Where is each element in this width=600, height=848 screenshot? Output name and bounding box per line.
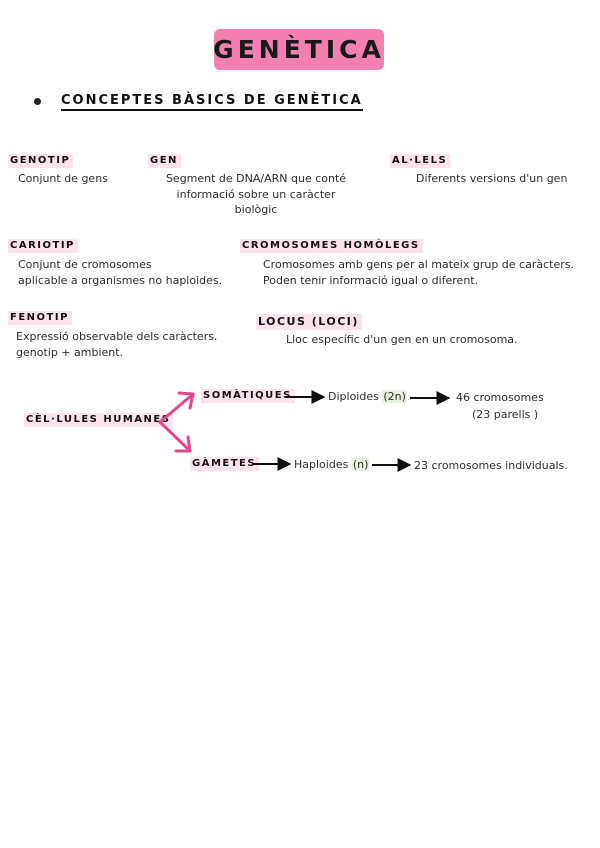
- fenotip-definition-line-2: genotip + ambient.: [16, 345, 124, 359]
- fenotip-label: FENOTIP: [8, 311, 72, 325]
- gamete-ploidy-text: Haploides: [294, 458, 352, 471]
- cromosomes-homolegs-definition-line-1: Cromosomes amb gens per al mateix grup de caràcters.: [263, 258, 574, 271]
- alels-label: AL·LELS: [390, 154, 450, 168]
- gamete-ploidy-value: (n): [352, 458, 369, 471]
- page-title: GENÈTICA: [214, 29, 384, 70]
- locus-definition: Lloc específic d'un gen en un cromosoma.: [286, 333, 518, 346]
- somatic-ploidy-text: Diploides: [328, 390, 383, 403]
- cromosomes-homolegs-definition-line-2: Poden tenir informació igual o diferent.: [263, 273, 479, 287]
- somatic-pairs: (23 parells ): [472, 408, 539, 421]
- gen-definition-line-2: informació sobre un caràcter: [176, 187, 336, 201]
- cromosomes-homolegs-label: CROMOSOMES HOMÒLEGS: [240, 239, 423, 253]
- section-heading: CONCEPTES BÀSICS DE GENÈTICA: [61, 93, 363, 111]
- somatic-cells-label: SOMÀTIQUES: [201, 389, 295, 403]
- fenotip-definition-line-1: Expressió observable dels caràcters.: [16, 330, 218, 343]
- gen-definition-line-3: biològic: [234, 203, 278, 216]
- cariotip-definition-line-1: Conjunt de cromosomes: [18, 258, 152, 271]
- somatic-ploidy-value: (2n): [383, 390, 406, 403]
- gamete-cells-label: GÀMETES: [190, 457, 259, 471]
- alels-definition: Diferents versions d'un gen: [416, 172, 568, 185]
- gamete-chromosome-count: 23 cromosomes individuals.: [414, 459, 568, 472]
- cells-root-label: CÈL·LULES HUMANES: [24, 413, 173, 427]
- locus-label: LOCUS (LOCI): [256, 314, 362, 330]
- branch-arrow-up-icon: [160, 393, 193, 422]
- gen-definition-line-1: Segment de DNA/ARN que conté: [165, 172, 347, 185]
- cariotip-label: CARIOTIP: [8, 239, 78, 253]
- genotip-label: GENOTIP: [8, 154, 73, 168]
- cariotip-definition-line-2: aplicable a organismes no haploides.: [18, 273, 223, 287]
- somatic-chromosome-count: 46 cromosomes: [456, 391, 544, 404]
- gen-label: GEN: [148, 154, 181, 168]
- genotip-definition: Conjunt de gens: [18, 172, 108, 185]
- branch-arrow-down-icon: [160, 422, 190, 451]
